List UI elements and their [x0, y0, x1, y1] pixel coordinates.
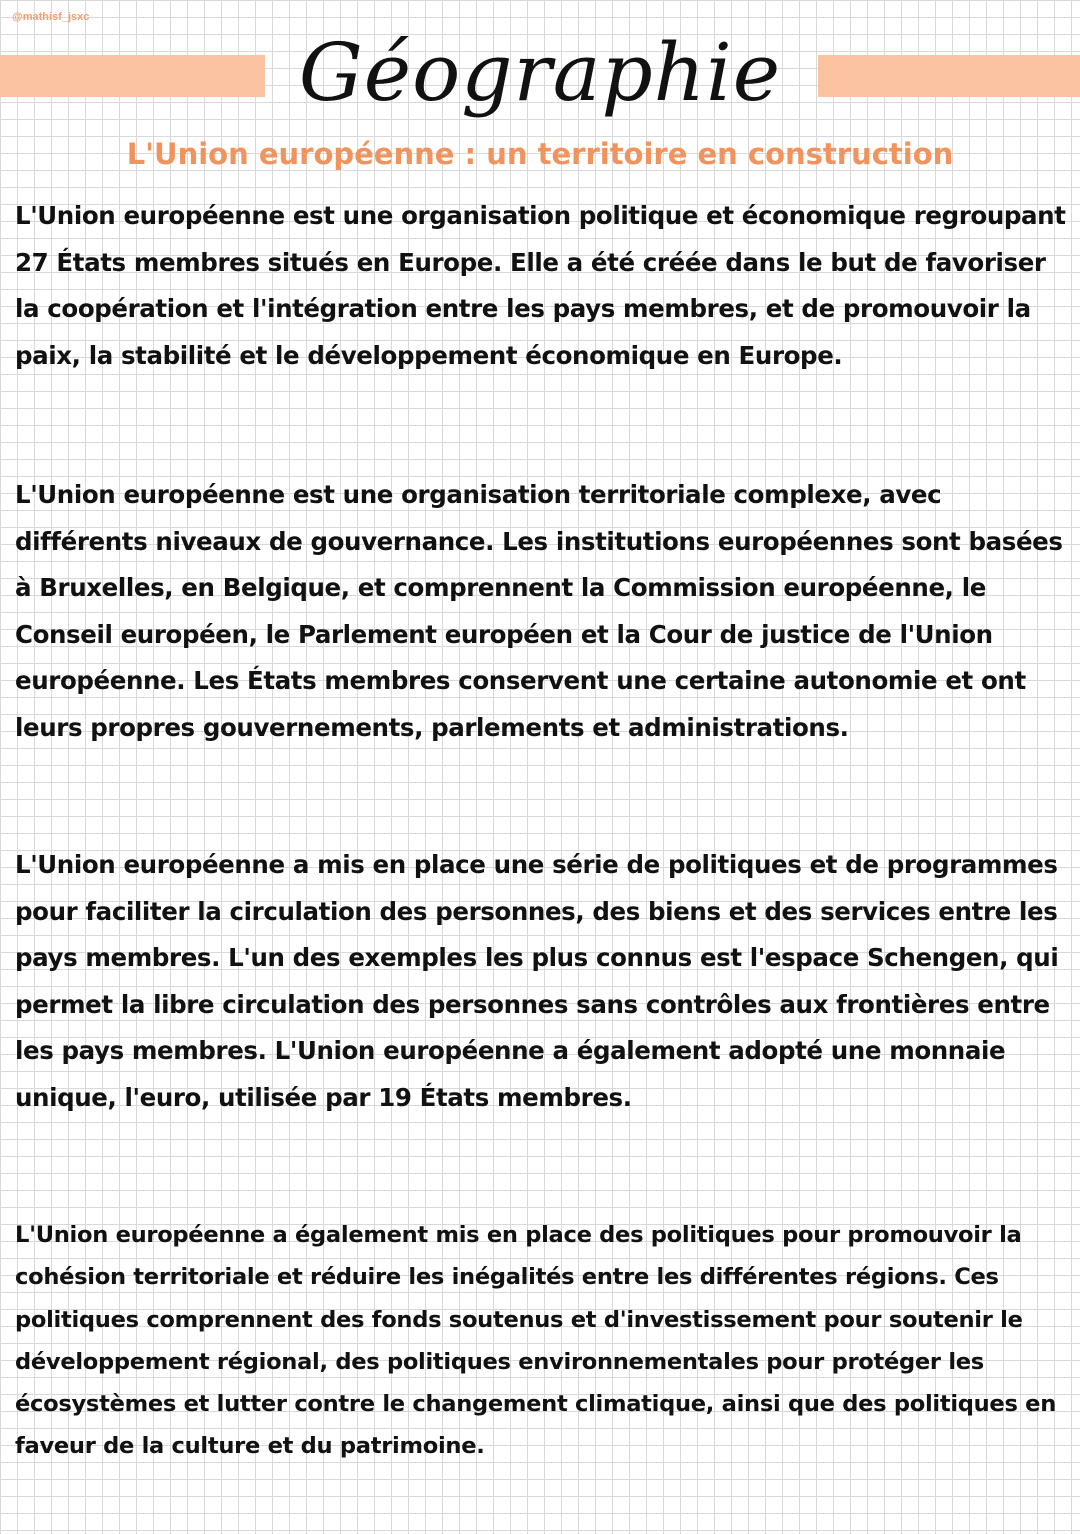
- paragraph-4: L'Union européenne a également mis en place des politiques pour promouvoir la cohésion territoriale et réduire les inégalités entre les différentes régions. Ces politiques comprennent des fonds soutenus et d'investissement pour soutenir le développement régional, des politiques environnementales pour protéger les écosystèmes et lutter contre le changement climatique, ainsi que des politiques en faveur de la culture et du patrimoine.: [15, 1222, 1056, 1460]
- page-title: Géographie: [298, 26, 782, 119]
- page-subtitle: L'Union européenne : un territoire en construction: [126, 137, 954, 171]
- paragraph-2: L'Union européenne est une organisation territoriale complexe, avec différents niveaux de gouvernance. Les institutions européennes sont basées à Bruxelles, en Belgique, et comprennent la Commission européenne, le Conseil européen, le Parlement européen et la Cour de justice de l'Union européenne. Les États membres conservent une certaine autonomie et ont leurs propres gouvernements, parlements et administrations.: [15, 480, 1063, 742]
- paragraph-3: L'Union européenne a mis en place une série de politiques et de programmes pour faciliter la circulation des personnes, des biens et des services entre les pays membres. L'un des exemples les plus connus est l'espace Schengen, qui permet la libre circulation des personnes sans contrôles aux frontières entre les pays membres. L'Union européenne a également adopté une monnaie unique, l'euro, utilisée par 19 États membres.: [15, 850, 1059, 1112]
- author-watermark: @mathisf_jsxc: [12, 11, 90, 23]
- paragraph-1: L'Union européenne est une organisation politique et économique regroupant 27 États membres situés en Europe. Elle a été créée dans le but de favoriser la coopération et l'intégration entre les pays membres, et de promouvoir la paix, la stabilité et le développement économique en Europe.: [15, 201, 1066, 370]
